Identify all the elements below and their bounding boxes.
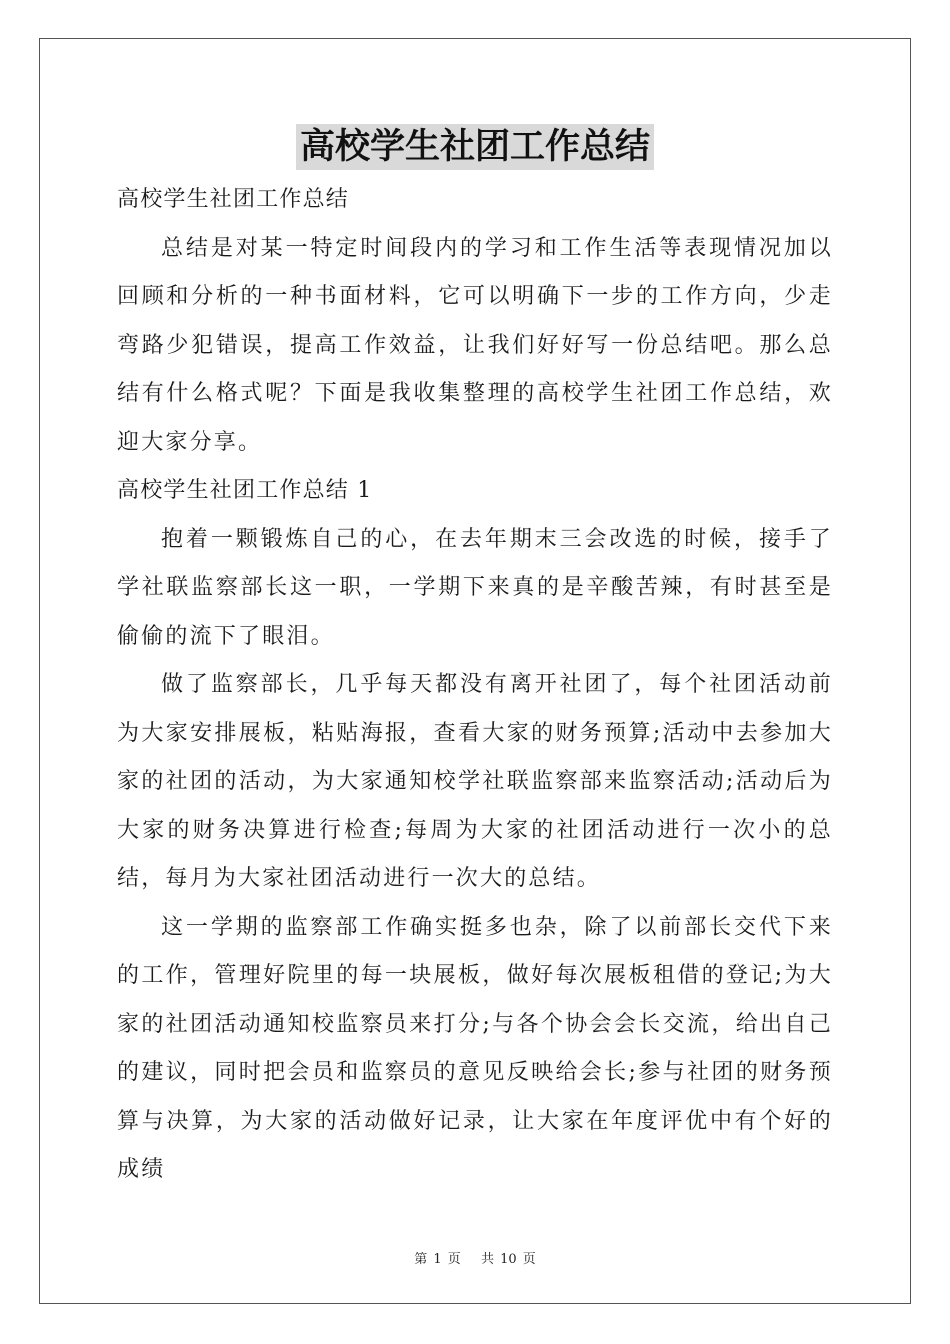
section-heading: 高校学生社团工作总结 1 [117,478,373,503]
body-paragraph: 做了监察部长，几乎每天都没有离开社团了，每个社团活动前为大家安排展板，粘贴海报，查看大家的财务预算;活动中去参加大家的社团的活动，为大家通知校学社联监察部来监察活动;活动后为大家的财务决算进行检查;每周为大家的社团活动进行一次小的总结，每月为大家社团活动进行一次大的总结。 [117,672,833,891]
section-heading: 高校学生社团工作总结 [117,187,350,212]
body-paragraph: 总结是对某一特定时间段内的学习和工作生活等表现情况加以回顾和分析的一种书面材料，它可以明确下一步的工作方向，少走弯路少犯错误，提高工作效益，让我们好好写一份总结吧。那么总结有什么格式呢？下面是我收集整理的高校学生社团工作总结，欢迎大家分享。 [117,235,833,455]
page-total: 共 10 页 [480,1252,536,1267]
page-number: 第 1 页 [414,1252,461,1267]
document-body [117,176,833,1195]
title-container [0,124,950,170]
body-paragraph: 这一学期的监察部工作确实挺多也杂，除了以前部长交代下来的工作，管理好院里的每一块展板，做好每次展板租借的登记;为大家的社团活动通知校监察员来打分;与各个协会会长交流，给出自己的建议，同时把会员和监察员的意见反映给会长;参与社团的财务预算与决算，为大家的活动做好记录，让大家在年度评优中有个好的成绩 [117,914,833,1182]
page-footer [0,1248,950,1267]
document-title: 高校学生社团工作总结 [296,124,654,170]
body-paragraph: 抱着一颗锻炼自己的心，在去年期末三会改选的时候，接手了学社联监察部长这一职，一学期下来真的是辛酸苦辣，有时甚至是偷偷的流下了眼泪。 [117,526,833,649]
